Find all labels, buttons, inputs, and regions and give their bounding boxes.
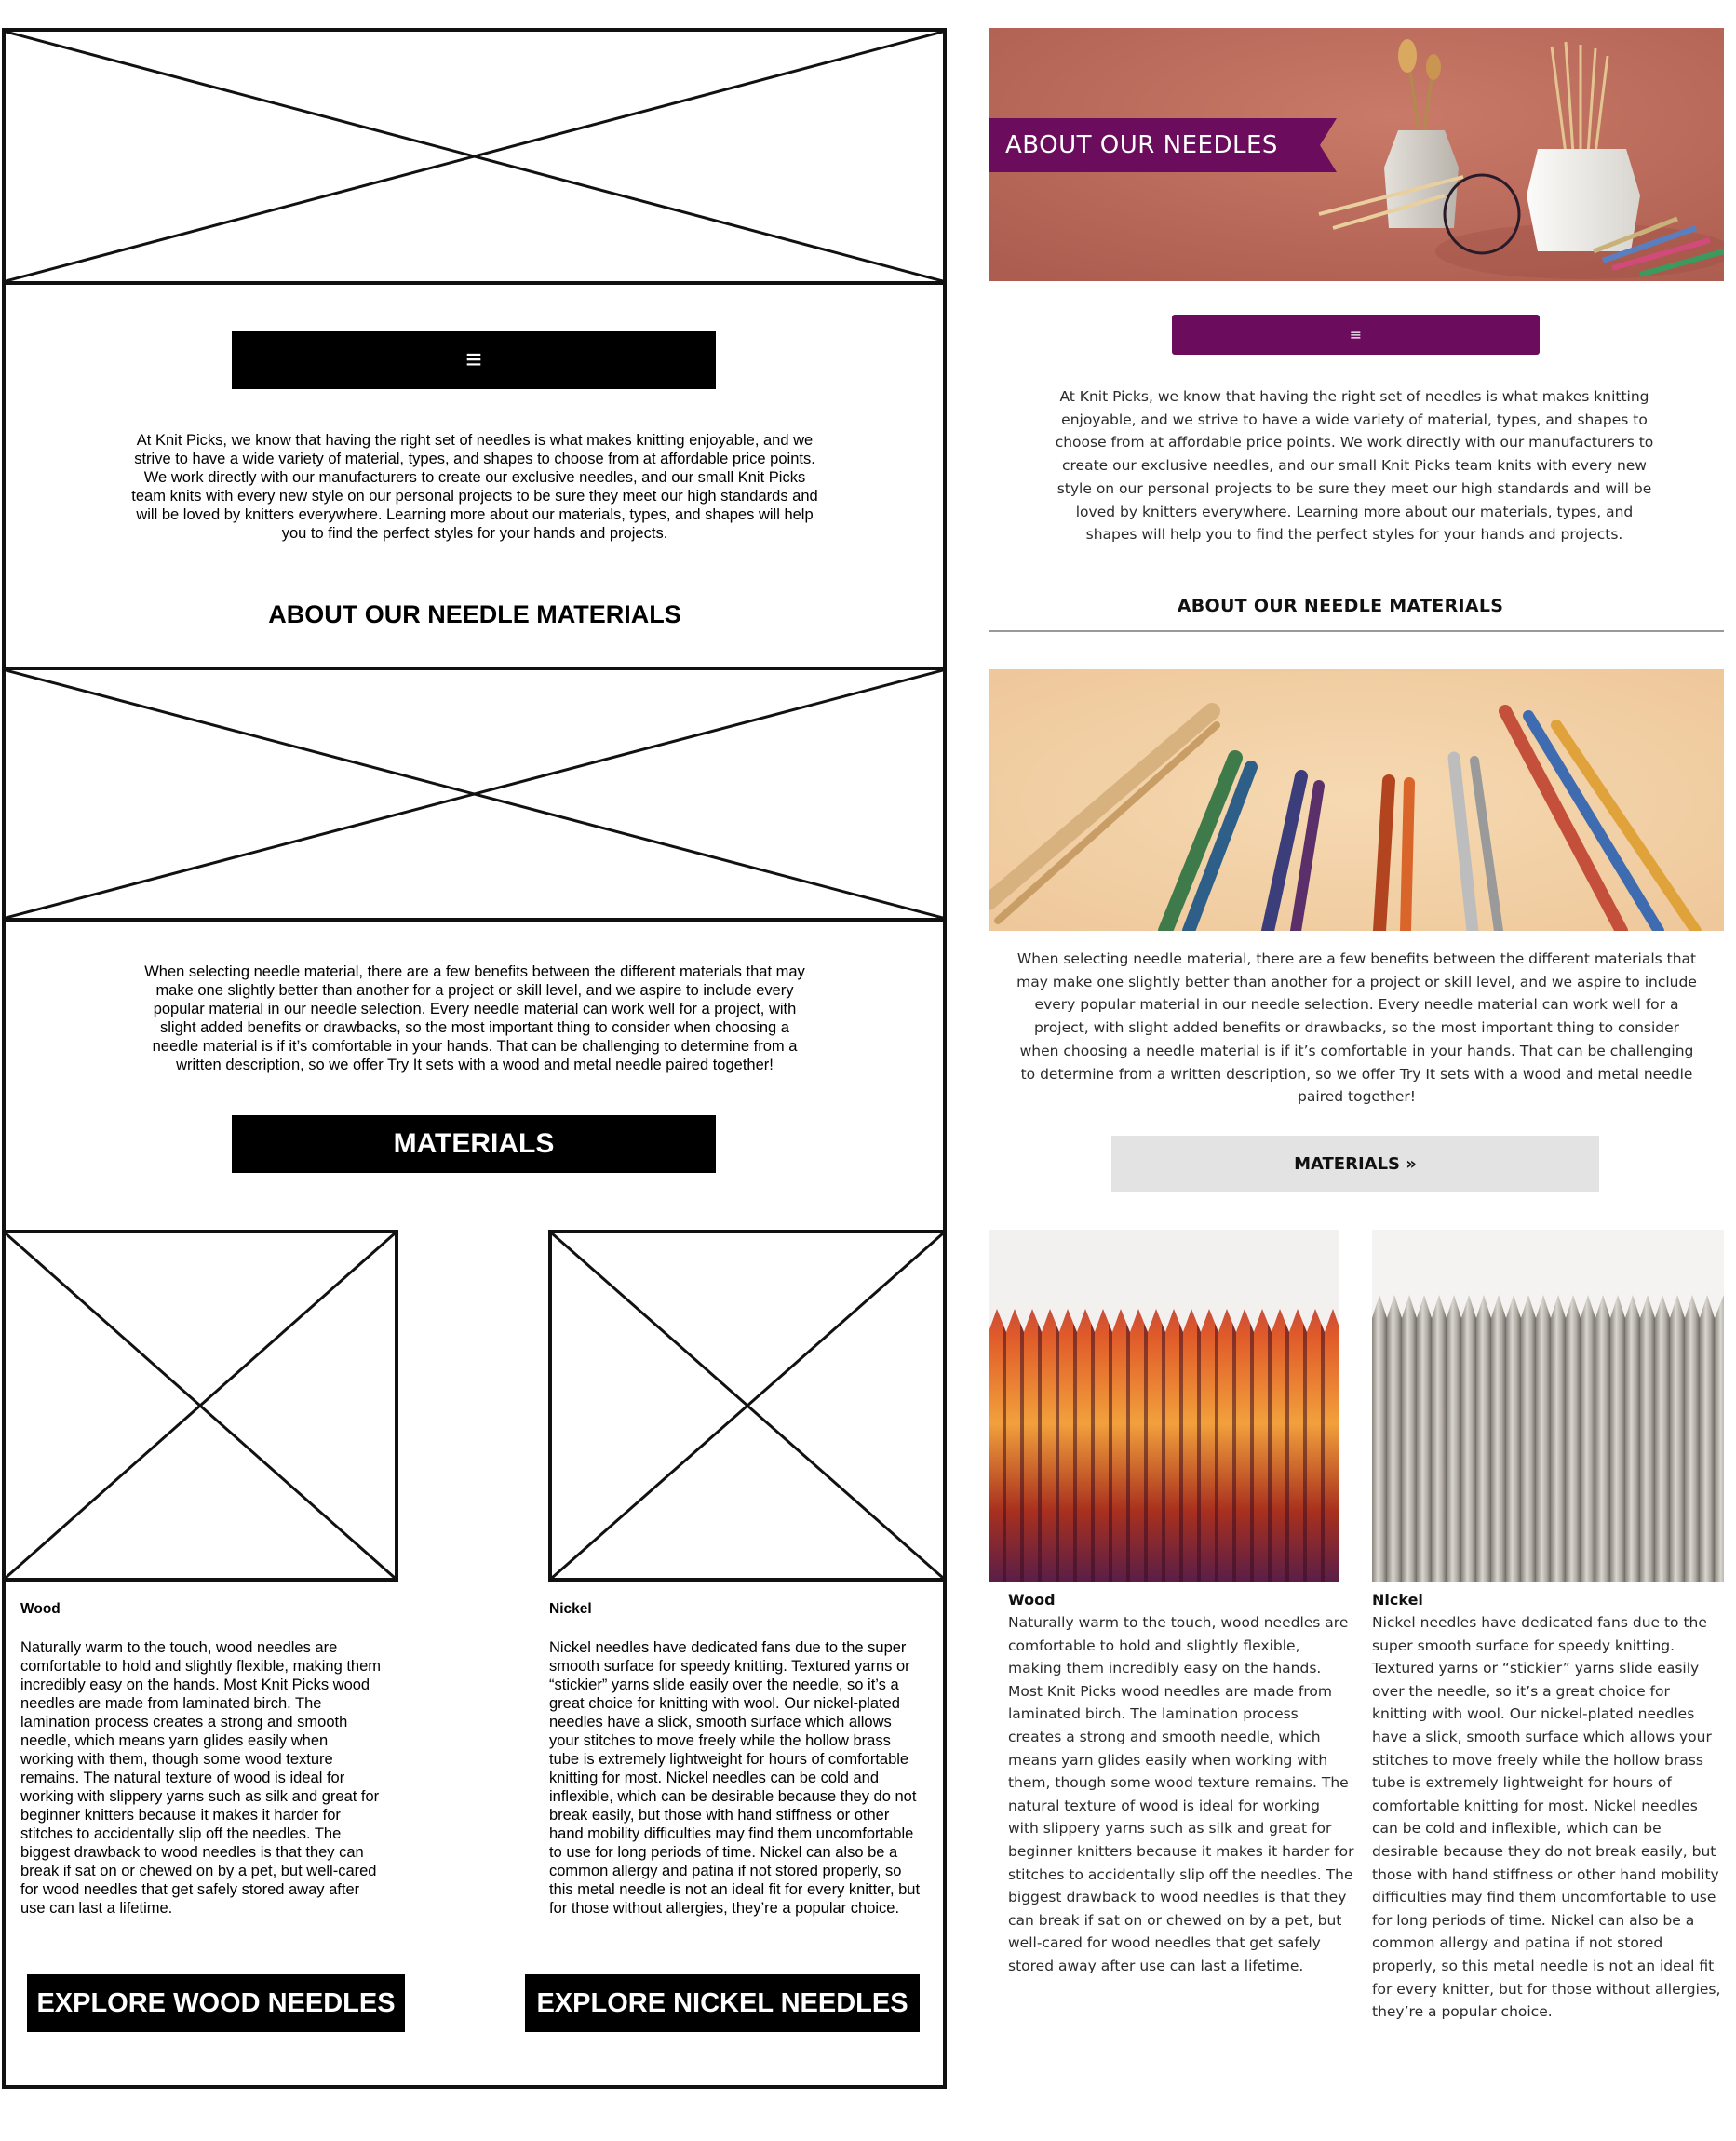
wireframe-materials-image-placeholder <box>2 667 947 922</box>
wireframe-nickel-image-placeholder <box>548 1230 947 1582</box>
wireframe-wood-label: Wood <box>20 1601 61 1617</box>
wireframe-explore-wood-button[interactable] <box>27 1974 405 2032</box>
materials-button-label: MATERIALS <box>393 1128 555 1159</box>
wood-label: Wood <box>1008 1591 1056 1609</box>
wireframe-explore-nickel-button[interactable] <box>525 1974 920 2032</box>
wireframe-hero-image-placeholder <box>2 28 947 285</box>
section-divider <box>989 630 1724 632</box>
image-placeholder-icon <box>6 1233 395 1578</box>
wireframe-section-heading: ABOUT OUR NEEDLE MATERIALS <box>268 600 681 628</box>
materials-button-label: MATERIALS » <box>1294 1153 1417 1174</box>
wireframe-materials-button[interactable] <box>232 1115 716 1173</box>
hamburger-menu-icon: ≡ <box>465 344 482 375</box>
materials-text: When selecting needle material, there are a few benefits between the different materials that may make one slightly better than another for a project or skill level, and we aspire to include every popular material in our needle selection. Every needle material can work well for a project, with slight added benefits or drawbacks, so the most important thing to consider when choosing a needle material is if it’s comfortable in your hands. That can be challenging to determine from a written description, so we offer Try It sets with a wood and metal needle paired together! <box>1016 950 1697 1106</box>
wireframe-nickel-text: Nickel needles have dedicated fans due to the super smooth surface for speedy knitting. Textured yarns or “stickier” yarns slide easily over the needle, so it’s a great choice for knitting with wool. Our nickel-plated needles have a slick, smooth surface which allows your stitches to move freely while the hollow brass tube is extremely lightweight for hours of comfortable knitting for most. Nickel needles can be cold and inflexible, which can be desirable because they do not break easily, but those with hand stiffness or other hand mobility difficulties may find them uncomfortable to use for long periods of time. Nickel can also be a common allergy and patina if not stored properly, so this metal needle is not an ideal fit for every knitter, but for those without allergies, they’re a popular choice. <box>549 1639 921 1917</box>
materials-button[interactable] <box>1111 1136 1599 1192</box>
image-placeholder-icon <box>6 32 943 281</box>
wireframe-nickel-label: Nickel <box>549 1601 592 1617</box>
section-heading: ABOUT OUR NEEDLE MATERIALS <box>1177 596 1504 616</box>
banner-title-ribbon <box>989 118 1337 172</box>
wireframe-wood-image-placeholder <box>2 1230 398 1582</box>
wood-needles-image <box>989 1230 1339 1582</box>
wood-text: Naturally warm to the touch, wood needles are comfortable to hold and slightly flexible, making them incredibly easy on the hands. Most Knit Picks wood needles are made from laminated birch. The lamination process creates a strong and smooth needle, which means yarn glides easily when working with them, though some wood texture remains. The natural texture of wood is ideal for working with slippery yarns such as silk and great for beginner knitters because it makes it harder for stitches to accidentally slip off the needles. The biggest drawback to wood needles is that they can break if sat on or chewed on by a pet, but well-cared for wood needles that get safely stored away after use can last a lifetime. <box>1008 1614 1354 1974</box>
explore-nickel-button-label: EXPLORE NICKEL NEEDLES <box>536 1987 908 2018</box>
hamburger-menu-icon: ≡ <box>1349 326 1363 343</box>
nickel-needles-image <box>1372 1230 1724 1582</box>
wireframe-intro-text: At Knit Picks, we know that having the right set of needles is what makes knitting enjoyable, and we strive to have a wide variety of material, types, and shapes to choose from at affordable price points. We work directly with our manufacturers to create our exclusive needles, and our small Knit Picks team knits with every new style on our personal projects to be sure they meet our high standards and will be loved by knitters everywhere. Learning more about our materials, types, and shapes will help you to find the perfect styles for your hands and projects. <box>131 432 818 542</box>
intro-text: At Knit Picks, we know that having the right set of needles is what makes knitting enjoyable, and we strive to have a wide variety of material, types, and shapes to choose from at affordable price points. We work directly with our manufacturers to create our exclusive needles, and our small Knit Picks team knits with every new style on our personal projects to be sure they meet our high standards and will be loved by knitters everywhere. Learning more about our materials, types, and shapes will help you to find the perfect styles for your hands and projects. <box>1055 388 1654 544</box>
image-placeholder-icon <box>6 670 943 918</box>
image-placeholder-icon <box>552 1233 943 1578</box>
nickel-label: Nickel <box>1372 1591 1423 1609</box>
wireframe-materials-text: When selecting needle material, there are a few benefits between the different materials that may make one slightly better than another for a project or skill level, and we aspire to include every popular material in our needle selection. Every needle material can work well for a project, with slight added benefits or drawbacks, so the most important thing to consider when choosing a needle material is if it’s comfortable in your hands. That can be challenging to determine from a written description, so we offer Try It sets with a wood and metal needle paired together! <box>144 963 805 1073</box>
banner-title: ABOUT OUR NEEDLES <box>1005 131 1278 159</box>
wireframe-wood-text: Naturally warm to the touch, wood needles are comfortable to hold and slightly flexible, making them incredibly easy on the hands. Most Knit Picks wood needles are made from laminated birch. The lamination process creates a strong and smooth needle, which means yarn glides easily when working with them, though some wood texture remains. The natural texture of wood is ideal for working with slippery yarns such as silk and great for beginner knitters because it makes it harder for stitches to accidentally slip off the needles. The biggest drawback to wood needles is that they can break if sat on or chewed on by a pet, but well-cared for wood needles that get safely stored away after use can last a lifetime. <box>20 1639 382 1917</box>
needle-tips-image <box>989 669 1724 931</box>
explore-wood-button-label: EXPLORE WOOD NEEDLES <box>36 1987 396 2018</box>
wireframe-menu-button[interactable] <box>232 331 716 389</box>
menu-button[interactable] <box>1172 315 1540 355</box>
nickel-text: Nickel needles have dedicated fans due to the super smooth surface for speedy knitting. Textured yarns or “stickier” yarns slide easily over the needle, so it’s a great choice for knitting with wool. Our nickel-plated needles have a slick, smooth surface which allows your stitches to move freely while the hollow brass tube is extremely lightweight for hours of comfortable knitting for most. Nickel needles can be cold and inflexible, which can be desirable because they do not break easily, but those with hand stiffness or other hand mobility difficulties may find them uncomfortable to use for long periods of time. Nickel can also be a common allergy and patina if not stored properly, so this metal needle is not an ideal fit for every knitter, but for those without allergies, they’re a popular choice. <box>1372 1614 1721 2021</box>
